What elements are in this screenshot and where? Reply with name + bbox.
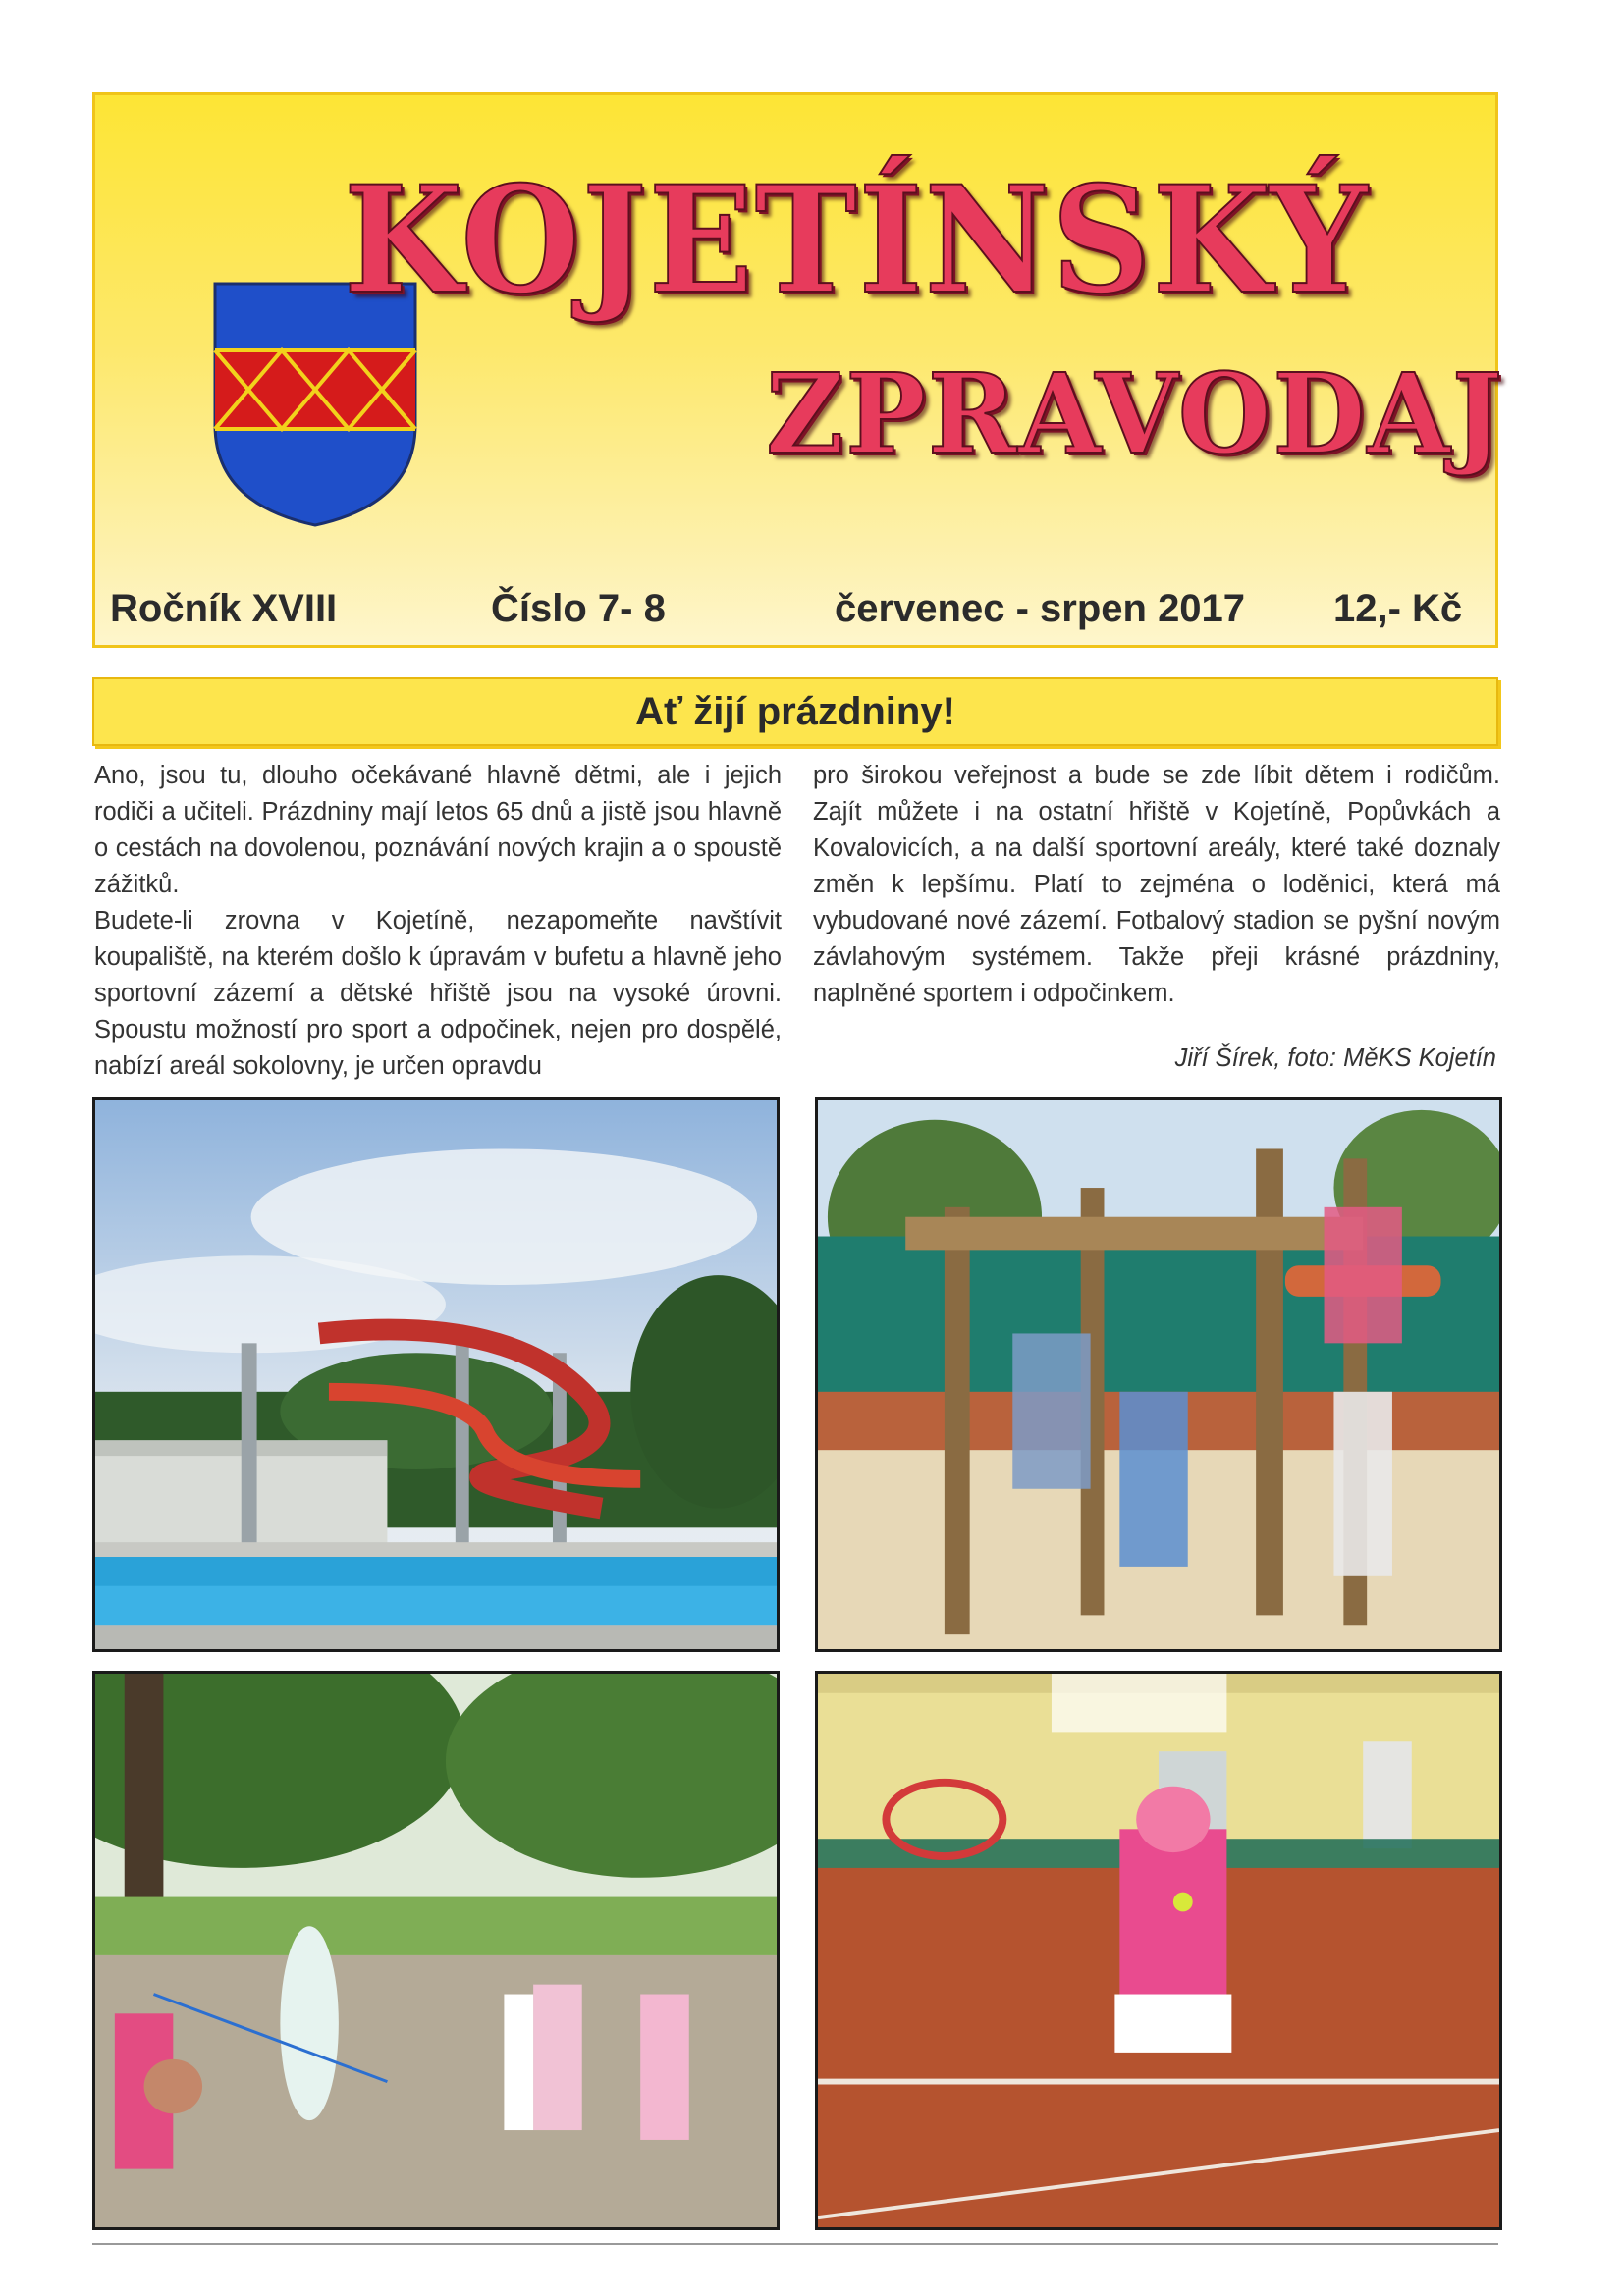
article-column-left — [94, 758, 782, 1085]
issue-volume: Ročník XVIII — [110, 587, 338, 630]
masthead-title-line2: ZPRAVODAJ — [766, 350, 1505, 479]
article-paragraph: Ano, jsou tu, dlouho očekávané hlavně dětmi, ale i jejich rodiči a učiteli. Prázdniny mají letos 65 dnů a jistě jsou hlavně o cestách na dovolenou, poznávání nových krajin a o spoustě zážitků. — [94, 762, 782, 898]
photo-playground-climbing-frame — [815, 1097, 1502, 1652]
issue-price: 12,- Kč — [1333, 587, 1463, 630]
article-headline: Ať žijí prázdniny! — [92, 677, 1498, 746]
photo-swimming-pool — [92, 1097, 780, 1652]
masthead-title-line1: KOJETÍNSKÝ — [344, 154, 1370, 327]
article-paragraph: pro širokou veřejnost a bude se zde líbit dětem i rodičům. Zajít můžete i na ostatní hřiště v Kojetíně, Popůvkách a Kovalovicích, a na další sportovní areály, které také doznaly změn k lepšímu. Platí to zejména o loděnici, která má vybudované nové zázemí. Fotbalový stadion se pyšní novým závlahovým systémem. Takže přeji krásné prázdniny, naplněné sportem i odpočinkem. — [813, 762, 1500, 1007]
issue-date: červenec - srpen 2017 — [835, 587, 1246, 630]
footer-rule — [92, 2243, 1498, 2245]
article-byline: Jiří Šírek, foto: MěKS Kojetín — [1174, 1044, 1496, 1072]
issue-number: Číslo 7- 8 — [491, 587, 666, 630]
article-column-right — [813, 758, 1500, 1012]
article-paragraph: Budete-li zrovna v Kojetíně, nezapomeňte navštívit koupaliště, na kterém došlo k úpravám v bufetu a hlavně jeho sportovní zázemí a dětské hřiště jsou na vysoké úrovni. Spoustu možností pro sport a odpočinek, nejen pro dospělé, nabízí areál sokolovny, je určen opravdu — [94, 907, 782, 1080]
photo-park-games — [92, 1671, 780, 2230]
photo-tennis-girl — [815, 1671, 1502, 2230]
